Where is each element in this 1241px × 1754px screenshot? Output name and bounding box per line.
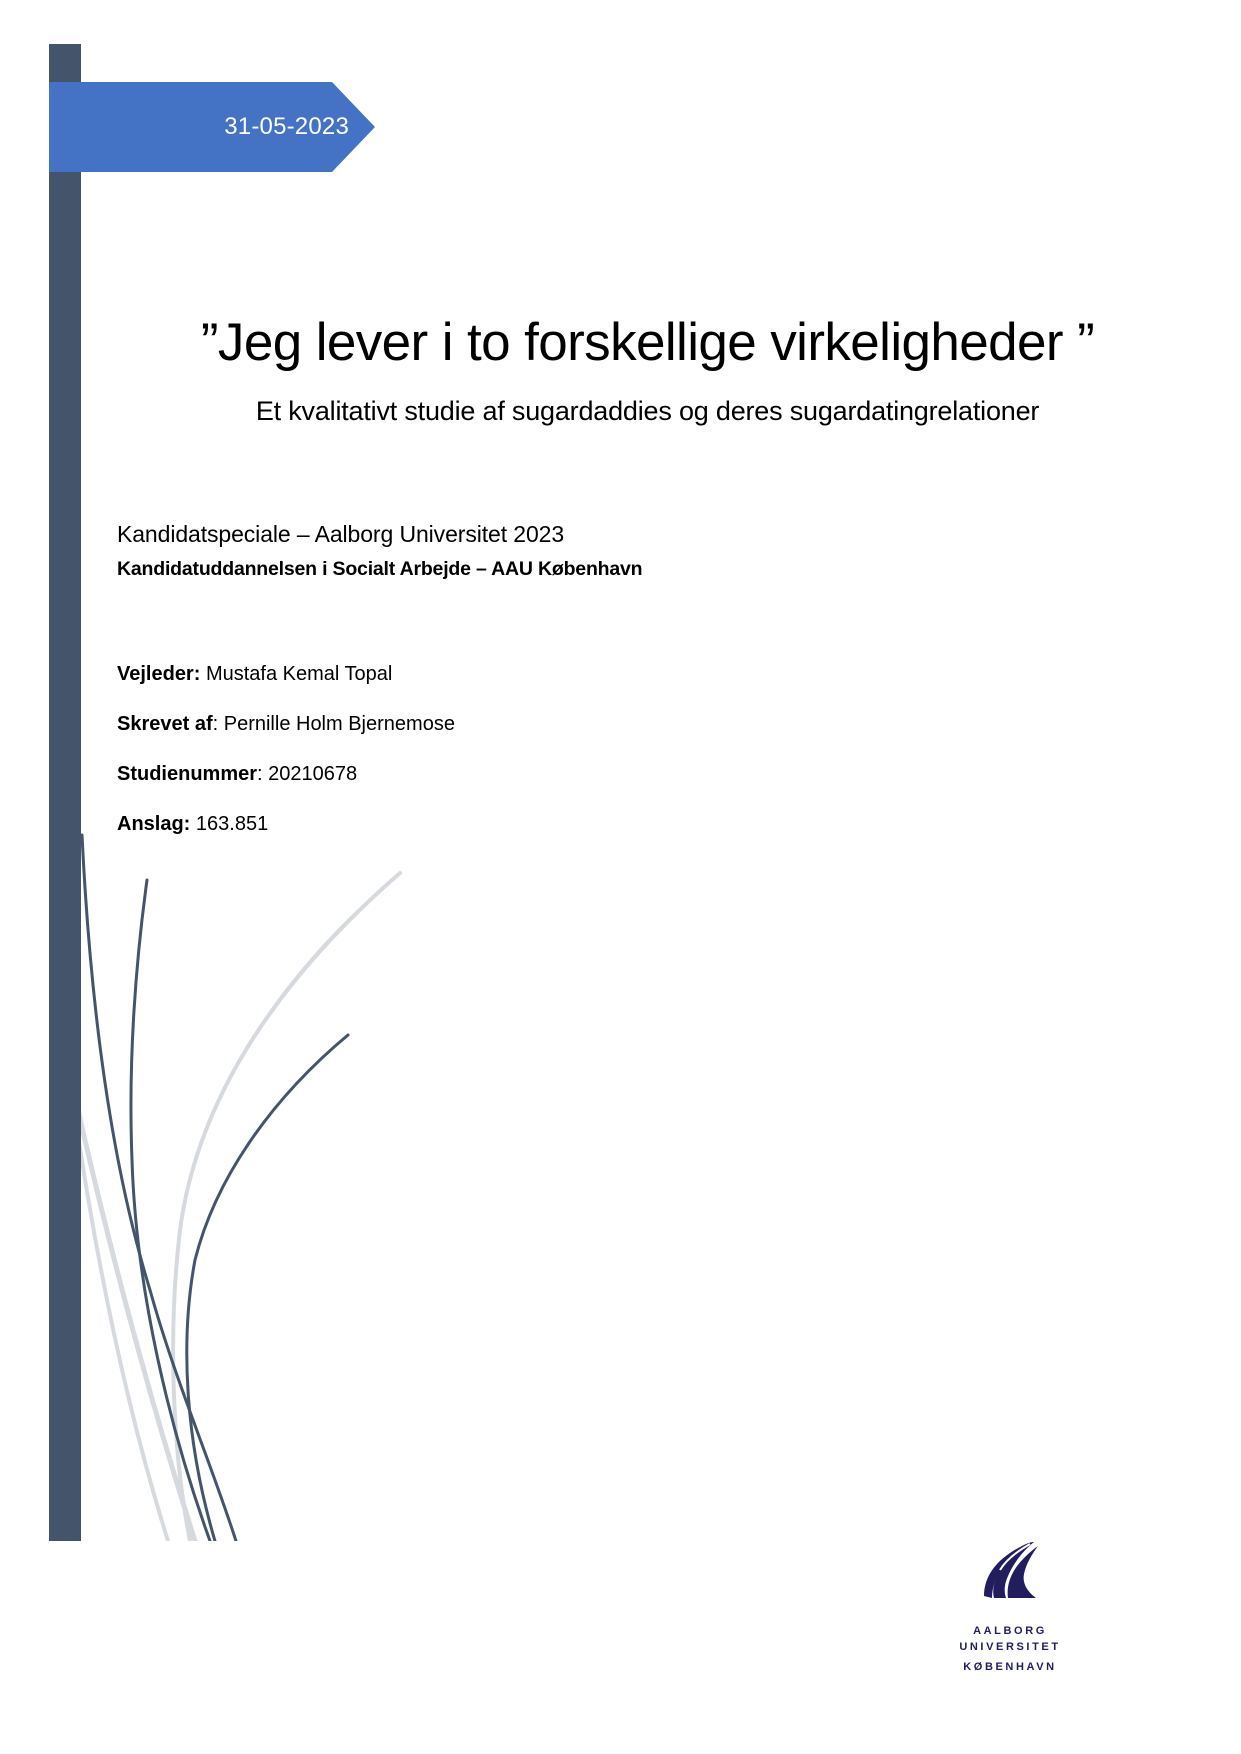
logo-text-kobenhavn: KØBENHAVN — [963, 1661, 1057, 1673]
student-number-label: Studienummer — [117, 763, 258, 785]
aau-wave-logo-icon — [980, 1540, 1040, 1600]
page-subtitle: Et kvalitativt studie af sugardaddies og deres sugardatingrelationer — [255, 396, 1040, 426]
program-line: Kandidatspeciale – Aalborg Universitet 2023 — [117, 521, 565, 547]
cover-date: 31-05-2023 — [224, 113, 349, 140]
cover-side-bar — [49, 44, 81, 1541]
logo-text-aalborg: AALBORG — [973, 1625, 1047, 1637]
author-value: : Pernille Holm Bjernemose — [212, 713, 455, 735]
page-title: ”Jeg lever i to forskellige virkeligheder ” — [200, 313, 1095, 372]
logo-text-universitet: UNIVERSITET — [959, 1641, 1061, 1653]
student-number-row — [117, 760, 357, 788]
student-number-value: : 20210678 — [257, 763, 358, 785]
character-count-row — [117, 810, 268, 838]
character-count-value: 163.851 — [190, 813, 269, 835]
supervisor-row — [117, 660, 392, 688]
university-logo — [950, 1535, 1070, 1680]
department-line: Kandidatuddannelsen i Socialt Arbejde – AAU København — [117, 558, 643, 580]
character-count-label: Anslag: — [117, 813, 191, 835]
date-banner — [49, 82, 375, 172]
author-label: Skrevet af — [117, 713, 213, 735]
author-row — [117, 710, 455, 738]
supervisor-label: Vejleder: — [117, 663, 201, 685]
supervisor-value: Mustafa Kemal Topal — [200, 663, 393, 685]
